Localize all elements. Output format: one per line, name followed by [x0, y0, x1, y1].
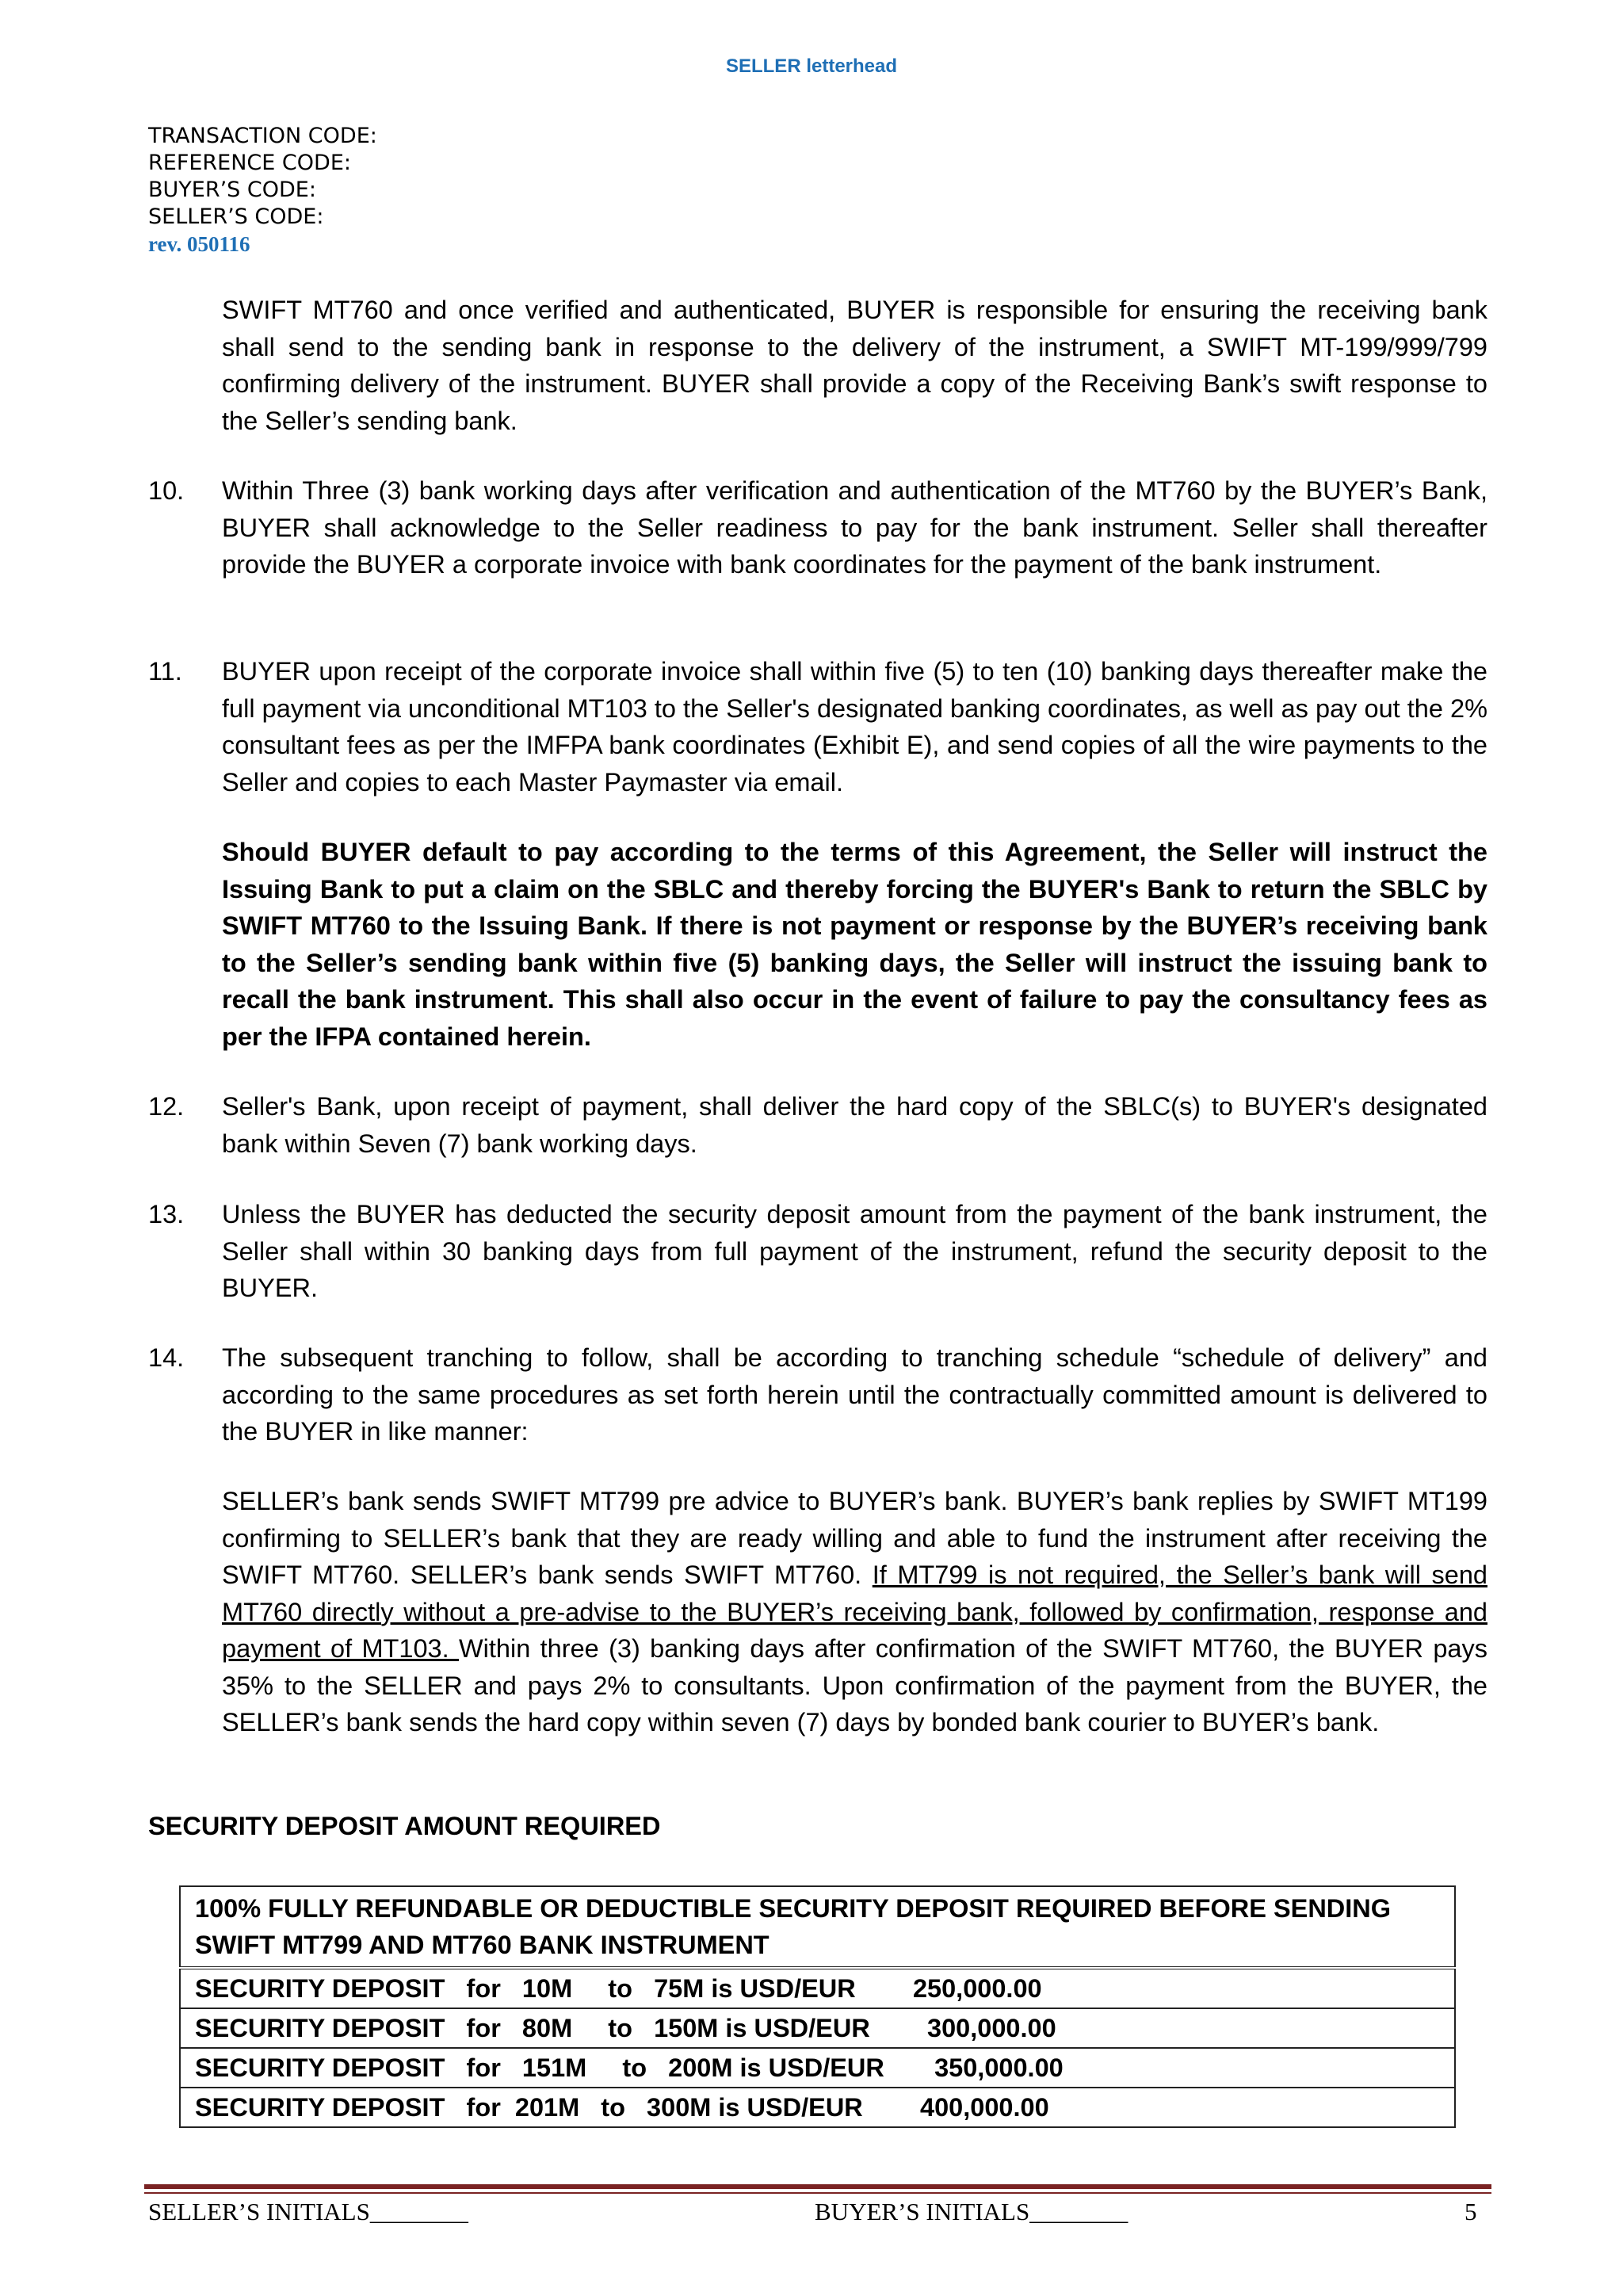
seller-code-label: SELLER’S CODE: — [148, 204, 324, 229]
table-row — [180, 2008, 1455, 2048]
clause-number: 14. — [148, 1343, 185, 1372]
table-row — [180, 2048, 1455, 2088]
revision-label: rev. 050116 — [148, 232, 250, 256]
clause-10-text: Within Three (3) bank working days after verification and authentication of the MT760 by the BUYER’s Bank, BUYER shall acknowledge to the Seller readiness to pay for the bank instrument. Seller shall thereafter provide the BUYER a corporate invoice with bank coordinates for the payment of the bank instrument. — [222, 476, 1487, 579]
clause-14-text: The subsequent tranching to follow, shall be according to tranching schedule “schedule of delivery” and according to the same procedures as set forth herein until the contractually committed amount is delivered to the BUYER in like manner: — [222, 1343, 1487, 1446]
clause-9-continuation: SWIFT MT760 and once verified and authenticated, BUYER is responsible for ensuring the receiving bank shall send to the sending bank in response to the delivery of the instrument, a SWIFT MT-199/999/799 confirming delivery of the instrument. BUYER shall provide a copy of the Receiving Bank’s swift response to the Seller’s sending bank. — [222, 296, 1487, 435]
clause-11-text: BUYER upon receipt of the corporate invoice shall within five (5) to ten (10) banking days thereafter make the full payment via unconditional MT103 to the Seller's designated banking coordinates, as well as pay out the 2% consultant fees as per the IMFPA bank coordinates (Exhibit E), and send copies of all the wire payments to the Seller and copies to each Master Paymaster via email. — [222, 657, 1487, 797]
tranche-text-a: SELLER’s bank sends SWIFT MT799 pre advice to BUYER’s bank. BUYER’s bank replies by SWIFT MT199 confirming to SELLER’s bank that they are ready willing and able to fund the instrument after receiving the SWIFT MT760. SELLER’s bank sends SWIFT MT760. — [222, 1487, 1487, 1589]
table-row — [180, 1968, 1455, 2008]
table-header-cell: 100% FULLY REFUNDABLE OR DEDUCTIBLE SECURITY DEPOSIT REQUIRED BEFORE SENDING SWIFT MT799 AND MT760 BANK INSTRUMENT — [180, 1886, 1455, 1968]
buyer-code-label: BUYER’S CODE: — [148, 178, 316, 202]
footer-rule-thick — [144, 2184, 1491, 2189]
tranche-text-underlined: If MT799 is not required, the Seller’s bank will send MT760 directly without a pre-advise to the BUYER’s receiving bank, followed by confirmation, response and payment of MT103. — [222, 1561, 1487, 1663]
letterhead: SELLER letterhead — [725, 55, 898, 77]
clause-number: 13. — [148, 1200, 185, 1228]
clause-12-text: Seller's Bank, upon receipt of payment, shall deliver the hard copy of the SBLC(s) to BUYER's designated bank within Seven (7) bank working days. — [222, 1092, 1487, 1158]
document-codes — [148, 123, 377, 258]
security-deposit-heading: SECURITY DEPOSIT AMOUNT REQUIRED — [148, 1812, 661, 1840]
table-row — [180, 2088, 1455, 2127]
clause-number: 12. — [148, 1092, 185, 1121]
tranche-procedure-text — [222, 1483, 1487, 1741]
table-cell: SECURITY DEPOSIT for 80M to 150M is USD/EUR 300,000.00 — [180, 2008, 1455, 2048]
default-clause-text: Should BUYER default to pay according to the terms of this Agreement, the Seller will instruct the Issuing Bank to put a claim on the SBLC and thereby forcing the BUYER's Bank to return the SBLC by SWIFT MT760 to the Issuing Bank. If there is not payment or response by the BUYER’s receiving bank to the Seller’s sending bank within five (5) banking days, the Seller will instruct the issuing bank to recall the bank instrument. This shall also occur in the event of failure to pay the consultancy fees as per the IFPA contained herein. — [222, 838, 1487, 1051]
reference-code-label: REFERENCE CODE: — [148, 151, 351, 175]
page-number: 5 — [1465, 2198, 1477, 2225]
footer-rule-thin — [144, 2192, 1491, 2194]
clause-number: 11. — [148, 657, 182, 686]
security-deposit-table — [179, 1885, 1456, 2128]
seller-initials: SELLER’S INITIALS________ — [148, 2198, 468, 2225]
buyer-initials: BUYER’S INITIALS________ — [815, 2198, 1128, 2225]
clause-number: 10. — [148, 476, 185, 505]
clause-13-text: Unless the BUYER has deducted the security deposit amount from the payment of the bank instrument, the Seller shall within 30 banking days from full payment of the instrument, refund the security deposit to the BUYER. — [222, 1200, 1487, 1302]
table-cell: SECURITY DEPOSIT for 151M to 200M is USD/EUR 350,000.00 — [180, 2048, 1455, 2088]
table-cell: SECURITY DEPOSIT for 201M to 300M is USD/EUR 400,000.00 — [180, 2088, 1455, 2127]
table-cell: SECURITY DEPOSIT for 10M to 75M is USD/EUR 250,000.00 — [180, 1968, 1455, 2008]
tranche-text-b: Within three (3) banking days after confirmation of the SWIFT MT760, the BUYER pays 35% to the SELLER and pays 2% to consultants. Upon confirmation of the payment from the BUYER, the SELLER’s bank sends the hard copy within seven (7) days by bonded bank courier to BUYER’s bank. — [222, 1634, 1487, 1736]
transaction-code-label: TRANSACTION CODE: — [148, 124, 377, 148]
table-header-row — [180, 1886, 1455, 1968]
